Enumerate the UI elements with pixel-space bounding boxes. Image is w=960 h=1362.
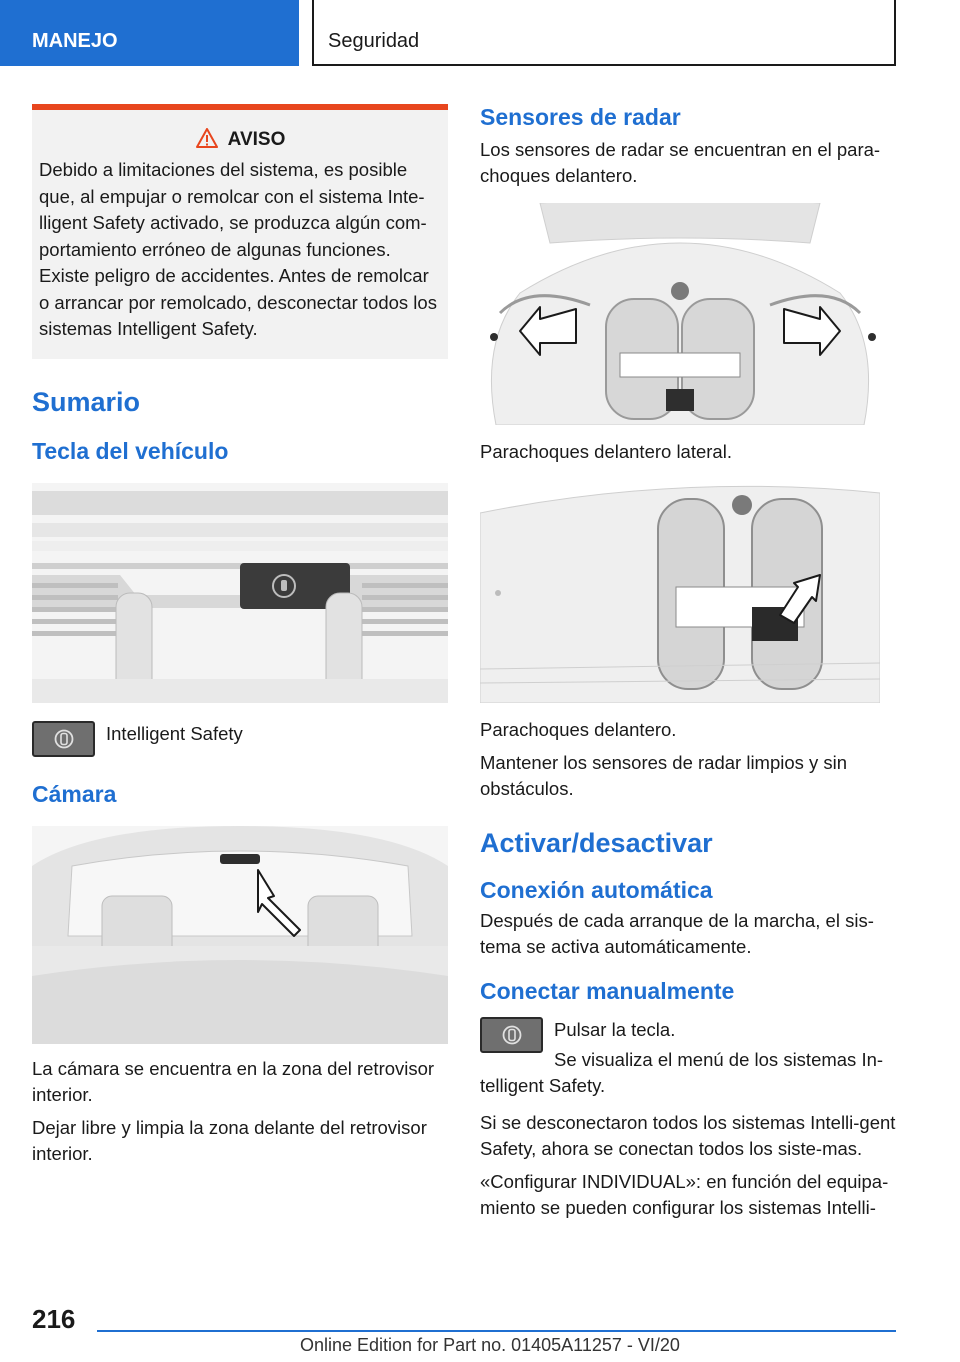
vehicle-button-illustration xyxy=(32,483,448,703)
warning-box xyxy=(32,104,448,359)
auto-heading: Conexión automática xyxy=(480,877,713,903)
activar-heading: Activar/desactivar xyxy=(480,828,713,858)
footer-divider xyxy=(97,1330,896,1332)
manual-button-row xyxy=(480,1017,896,1103)
auto-text: Después de cada arranque de la marcha, el sis-tema se activa automáticamente. xyxy=(480,910,874,957)
intelligent-safety-caption: Intelligent Safety xyxy=(106,722,243,744)
radar-heading: Sensores de radar xyxy=(480,104,681,130)
caption-front: Parachoques delantero. xyxy=(480,719,677,740)
radar-clean-text: Mantener los sensores de radar limpios y sin obstáculos. xyxy=(480,752,848,799)
camara-heading: Cámara xyxy=(32,780,117,807)
intelligent-safety-row xyxy=(32,721,448,757)
right-column xyxy=(480,104,896,1221)
camara-text-1: La cámara se encuentra en la zona del retrovisor interior. xyxy=(32,1057,435,1105)
intelligent-safety-icon xyxy=(53,728,75,750)
intelligent-safety-icon xyxy=(501,1024,523,1046)
manual-text-1: Si se desconectaron todos los sistemas Intelli-gent Safety, ahora se conectan todos los siste-mas. xyxy=(480,1112,896,1159)
intelligent-safety-button[interactable] xyxy=(32,721,95,757)
manual-heading: Conectar manualmente xyxy=(480,978,735,1004)
caption-lateral: Parachoques delantero lateral. xyxy=(480,441,732,462)
warning-text: Debido a limitaciones del sistema, es posible que, al empujar o remolcar con el sistema Inte-lligent Safety activado, se produzca algún com-portamiento erróneo de algunas funciones. Existe peligro de accidentes. Antes de remolcar o arrancar por remolcado, desconectar todos los sistemas Intelligent Safety. xyxy=(39,159,437,339)
camera-illustration xyxy=(32,826,448,1044)
page-number: 216 xyxy=(32,1304,76,1334)
manual-intelligent-safety-button[interactable] xyxy=(480,1017,543,1053)
radar-intro: Los sensores de radar se encuentran en el para-choques delantero. xyxy=(480,139,881,186)
camara-text-2: Dejar libre y limpia la zona delante del retrovisor interior. xyxy=(32,1116,427,1164)
manual-text-2: «Configurar INDIVIDUAL»: en función del equipa-miento se pueden configurar los sistemas Intelli- xyxy=(480,1171,889,1218)
manual-step-2: Se visualiza el menú de los sistemas In-telligent Safety. xyxy=(480,1049,884,1096)
radar-front-illustration xyxy=(480,483,880,703)
warning-title: AVISO xyxy=(227,129,286,150)
tecla-heading: Tecla del vehículo xyxy=(32,437,229,464)
warning-heading xyxy=(39,128,442,151)
warning-triangle-icon xyxy=(196,128,218,148)
sumario-heading: Sumario xyxy=(32,386,141,417)
chapter-tab: MANEJO xyxy=(0,0,299,66)
footer-edition: Online Edition for Part no. 01405A11257 - VI/20 xyxy=(300,1335,680,1355)
manual-step-1: Pulsar la tecla. xyxy=(554,1019,676,1040)
radar-lateral-illustration xyxy=(480,203,880,425)
left-column xyxy=(32,104,448,1167)
section-tab: Seguridad xyxy=(312,0,896,66)
